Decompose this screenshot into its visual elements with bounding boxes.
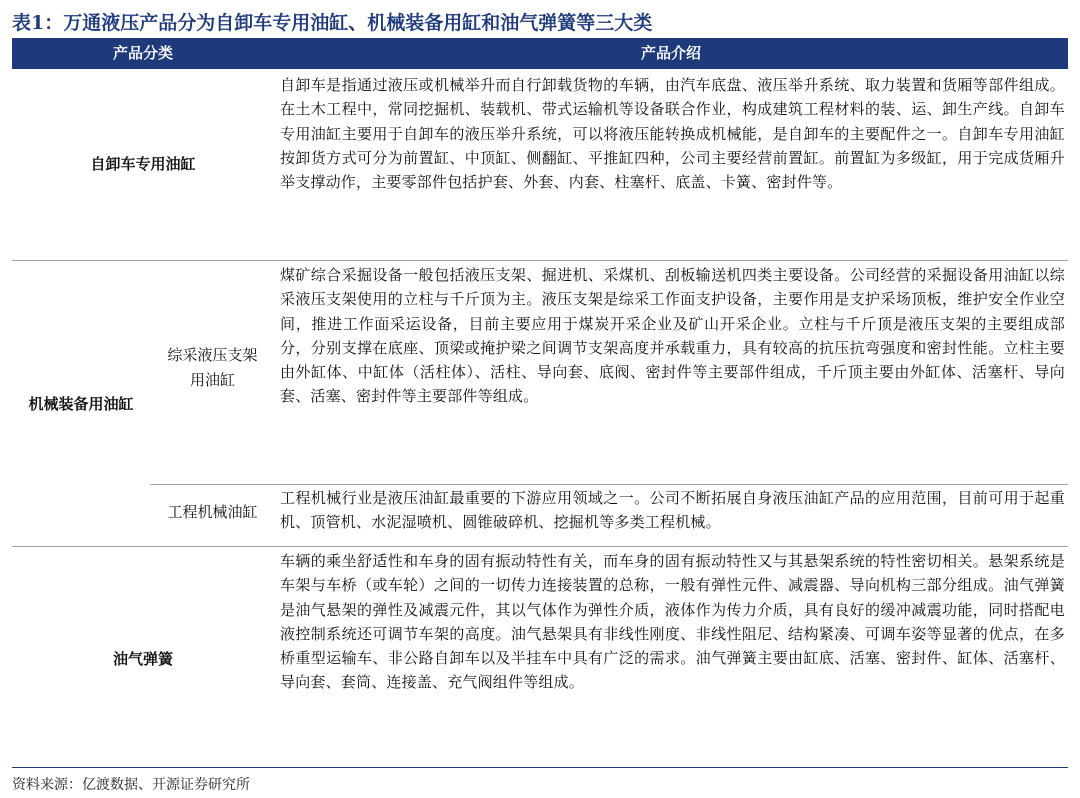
category-dump-truck: 自卸车专用油缸 [90,155,196,173]
category-machinery: 机械装备用油缸 [28,395,134,413]
table-header [12,38,1068,69]
table-title: 表1：万通液压产品分为自卸车专用油缸、机械装备用缸和油气弹簧等三大类 [12,12,653,34]
subcategory-mining-line1: 综采液压支架 [167,346,258,364]
row-divider [12,260,1068,261]
subcategory-mining-line2: 用油缸 [189,371,235,389]
description-dump-truck: 自卸车是指通过液压或机械举升而自行卸载货物的车辆，由汽车底盘、液压举升系统、取力装置和货厢等部件组成。在土木工程中，常同挖掘机、装载机、带式运输机等设备联合作业，构成建筑工程材料的装、运、卸生产线。自卸车专用油缸主要用于自卸车的液压举升系统，可以将液压能转换成机械能，是自卸车的主要配件之一。自卸车专用油缸按卸货方式可分为前置缸、中顶缸、侧翻缸、平推缸四种，公司主要经营前置缸。前置缸为多级缸，用于完成货厢升举支撑动作，主要零部件包括护套、外套、内套、柱塞杆、底盖、卡簧、密封件等。 [280,76,1065,192]
subcategory-engineering: 工程机械油缸 [167,503,258,521]
category-gas-spring: 油气弹簧 [112,650,173,668]
header-category: 产品分类 [112,44,173,62]
source-note: 资料来源：亿渡数据、开源证券研究所 [12,777,250,793]
subrow-divider [150,484,1068,485]
description-mining: 煤矿综合采掘设备一般包括液压支架、掘进机、采煤机、刮板输送机四类主要设备。公司经营的采掘设备用油缸以综采液压支架使用的立柱与千斤顶为主。液压支架是综采工作面支护设备，主要作用是支护采场顶板，维护安全作业空间，推进工作面采运设备，目前主要应用于煤炭开采企业及矿山开采企业。立柱与千斤顶是液压支架的主要组成部分，分别支撑在底座、顶梁或掩护梁之间调节支架高度并承载重力，具有较高的抗压抗弯强度和密封性能。立柱主要由外缸体、中缸体（活柱体）、活柱、导向套、底阀、密封件等主要部件组成，千斤顶主要由外缸体、活塞杆、导向套、活塞、密封件等主要部件等组成。 [280,266,1065,406]
table-bottom-rule [12,767,1068,768]
description-engineering: 工程机械行业是液压油缸最重要的下游应用领域之一。公司不断拓展自身液压油缸产品的应用范围，目前可用于起重机、顶管机、水泥湿喷机、圆锥破碎机、挖掘机等多类工程机械。 [280,489,1065,532]
header-description: 产品介绍 [640,44,701,62]
row-divider [12,546,1068,547]
subcategory-mining [150,343,275,393]
description-gas-spring: 车辆的乘坐舒适性和车身的固有振动特性有关，而车身的固有振动特性又与其悬架系统的特性密切相关。悬架系统是车架与车桥（或车轮）之间的一切传力连接装置的总称，一般有弹性元件、减震器、导向机构三部分组成。油气弹簧是油气悬架的弹性及减震元件，其以气体作为弹性介质，液体作为传力介质，具有良好的缓冲减震功能，同时搭配电液控制系统还可调节车架的高度。油气悬架具有非线性刚度、非线性阻尼、结构紧凑、可调车姿等显著的优点，在多桥重型运输车、非公路自卸车以及半挂车中具有广泛的需求。油气弹簧主要由缸底、活塞、密封件、缸体、活塞杆、导向套、套筒、连接盖、充气阀组件等组成。 [280,552,1065,692]
